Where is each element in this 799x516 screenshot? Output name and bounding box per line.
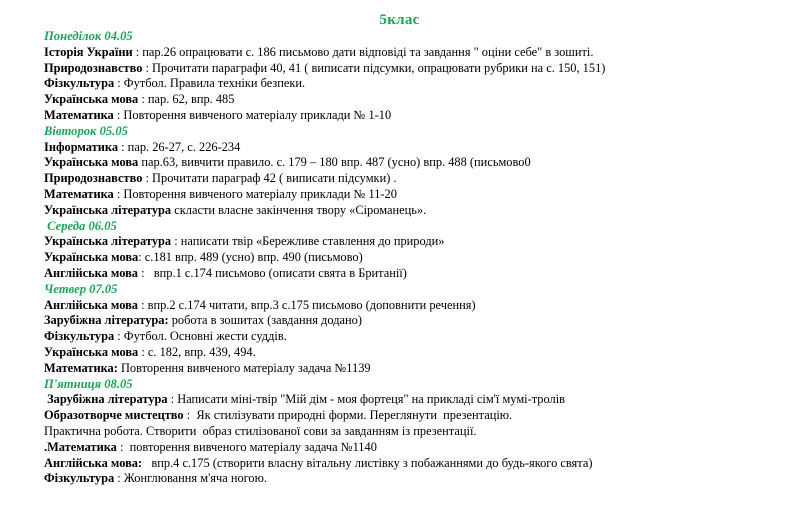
task-text: : Як стилізувати природні форми. Переглянути презентацію.	[183, 408, 513, 423]
task-text: : Футбол. Основні жести суддів.	[114, 329, 287, 344]
schedule-line	[44, 392, 784, 408]
subject-label: Українська мова	[44, 92, 139, 107]
subject-label: Математика	[44, 107, 114, 122]
task-text: : с. 182, впр. 439, 494.	[138, 344, 256, 359]
schedule-line	[44, 266, 784, 282]
task-text: скласти власне закінчення твору «Сіроманець».	[171, 202, 427, 217]
task-text: : с.181 впр. 489 (усно) впр. 490 (письмово)	[138, 250, 363, 265]
subject-label: Зарубіжна література	[44, 392, 168, 407]
day-heading-wednesday: Середа 06.05	[44, 218, 117, 233]
task-text: : Жонглювання м'яча ногою.	[114, 471, 267, 486]
task-text: пар.63, вивчити правило. с. 179 – 180 впр. 487 (усно) впр. 488 (письмово0	[138, 155, 531, 170]
subject-label: Природознавство	[44, 171, 143, 186]
schedule-line	[44, 456, 784, 472]
task-text: : Прочитати параграф 42 ( виписати підсумки) .	[142, 171, 397, 186]
subject-label: Українська мова	[44, 155, 139, 170]
schedule-line	[44, 155, 784, 171]
task-text: : Написати міні-твір "Мій дім - моя фортеця" на прикладі сім'ї мумі-тролів	[167, 392, 565, 407]
subject-label: Математика	[44, 186, 114, 201]
subject-label: Українська мова	[44, 344, 139, 359]
schedule-line	[44, 92, 784, 108]
subject-label: Фізкультура	[44, 329, 115, 344]
schedule-line	[44, 345, 784, 361]
day-heading-monday: Понеділок 04.05	[44, 29, 133, 43]
schedule-line	[44, 140, 784, 156]
schedule-line	[44, 298, 784, 314]
task-text: : пар. 26-27, с. 226-234	[118, 139, 241, 154]
subject-label: Образотворче мистецтво	[44, 408, 184, 423]
task-text: : Повторення вивченого матеріалу приклади № 1-10	[113, 107, 392, 122]
day-heading-thursday: Четвер 07.05	[44, 281, 118, 296]
task-text: : Футбол. Правила техніки безпеки.	[114, 76, 306, 91]
day-heading-tuesday: Вівторок 05.05	[44, 123, 128, 138]
subject-label: Англійська мова	[44, 265, 138, 280]
task-text: робота в зошитах (завдання додано)	[168, 313, 362, 328]
subject-label: Українська література	[44, 234, 172, 249]
subject-label: Українська література	[44, 202, 172, 217]
task-text: : Повторення вивченого матеріалу приклади № 11-20	[113, 186, 397, 201]
subject-label: Історія України	[44, 44, 133, 59]
schedule-line	[44, 171, 784, 187]
schedule-line	[44, 408, 784, 424]
schedule-line	[44, 61, 784, 77]
subject-label: Математика:	[44, 360, 118, 375]
schedule-line	[44, 361, 784, 377]
schedule-line	[44, 76, 784, 92]
task-text: : повторення вивченого матеріалу задача №1140	[116, 439, 377, 454]
page-title: 5клас	[379, 12, 420, 28]
task-text: : пар. 62, впр. 485	[138, 92, 235, 107]
subject-label: Англійська мова	[44, 297, 138, 312]
task-text: : впр.1 с.174 письмово (описати свята в Британії)	[137, 265, 407, 280]
day-heading-friday: П'ятниця 08.05	[44, 376, 133, 391]
task-text: : пар.26 опрацювати с. 186 письмово дати відповіді та завдання " оціни себе" в зошиті.	[132, 44, 594, 59]
schedule-line	[44, 108, 784, 124]
schedule-line	[44, 424, 784, 440]
subject-label: Природознавство	[44, 60, 143, 75]
schedule-document	[44, 29, 784, 487]
subject-label: Фізкультура	[44, 76, 115, 91]
schedule-line	[44, 45, 784, 61]
task-text: : написати твір «Бережливе ставлення до природи»	[171, 234, 445, 249]
task-text: : впр.2 с.174 читати, впр.3 с.175 письмово (доповнити речення)	[137, 297, 476, 312]
schedule-line	[44, 440, 784, 456]
task-text: : Прочитати параграфи 40, 41 ( виписати підсумки, опрацювати рубрики на с. 150, 151)	[142, 60, 606, 75]
task-text: Практична робота. Створити образ стилізованої сови за завданням із презентації.	[44, 423, 477, 438]
schedule-line	[44, 329, 784, 345]
schedule-line	[44, 471, 784, 487]
subject-label: Українська мова	[44, 250, 139, 265]
subject-label: Інформатика	[44, 139, 119, 154]
task-text: Повторення вивченого матеріалу задача №1139	[117, 360, 371, 375]
schedule-line	[44, 187, 784, 203]
schedule-line	[44, 250, 784, 266]
schedule-line	[44, 203, 784, 219]
subject-label: Англійська мова:	[44, 455, 143, 470]
task-text: впр.4 с.175 (створити власну вітальну листівку з побажаннями до будь-якого свята)	[142, 455, 593, 470]
subject-label: .Математика	[44, 439, 117, 454]
subject-label: Зарубіжна література:	[44, 313, 169, 328]
schedule-line	[44, 313, 784, 329]
subject-label: Фізкультура	[44, 471, 115, 486]
schedule-line	[44, 234, 784, 250]
